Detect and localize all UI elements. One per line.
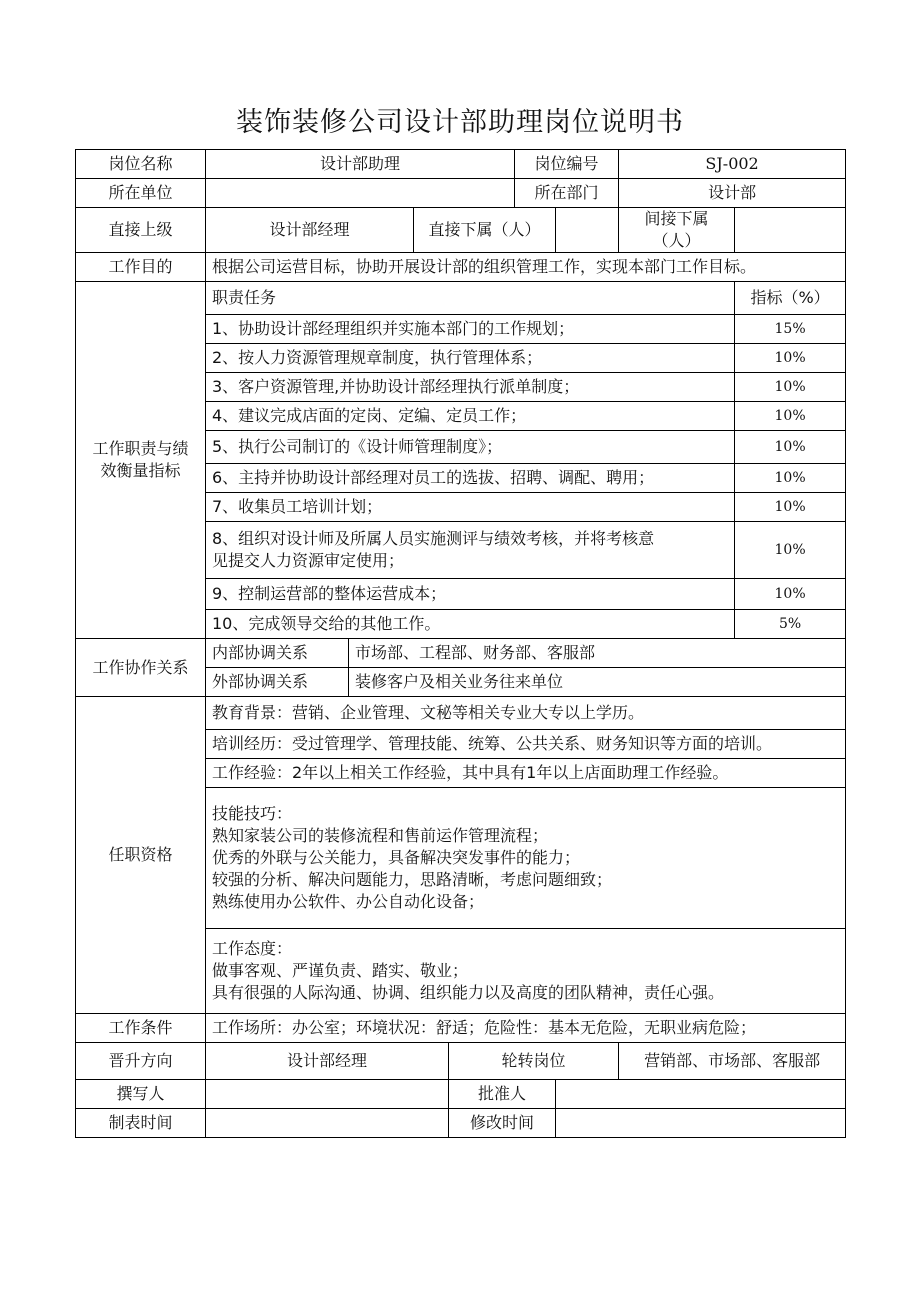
duty-task: 3、客户资源管理,并协助设计部经理执行派单制度； <box>206 373 735 402</box>
position-code-label: 岗位编号 <box>515 150 619 179</box>
duty-task: 10、完成领导交给的其他工作。 <box>206 610 735 639</box>
duty-task: 5、执行公司制订的《设计师管理制度》； <box>206 431 735 464</box>
approver-label: 批准人 <box>449 1080 556 1109</box>
purpose-text: 根据公司运营目标，协助开展设计部的组织管理工作，实现本部门工作目标。 <box>206 253 846 282</box>
indirect-sub-label: 间接下属（人） <box>619 208 735 253</box>
duty-task: 4、建议完成店面的定岗、定编、定员工作； <box>206 402 735 431</box>
duty-metric: 15% <box>735 315 846 344</box>
skill-item: 熟知家装公司的装修流程和售前运作管理流程； <box>212 826 549 845</box>
duties-label-line2: 效衡量指标 <box>100 461 181 480</box>
duty-header-metric: 指标（%） <box>735 282 846 315</box>
job-description-table <box>75 149 846 1138</box>
unit-label: 所在单位 <box>76 179 206 208</box>
made-time-value <box>206 1109 449 1138</box>
superior-value: 设计部经理 <box>206 208 414 253</box>
duty-metric: 10% <box>735 464 846 493</box>
approver-value <box>556 1080 846 1109</box>
unit-value <box>206 179 515 208</box>
duty-task-line2: 见提交人力资源审定使用； <box>212 551 405 570</box>
duty-task-line1: 8、组织对设计师及所属人员实施测评与绩效考核，并将考核意 <box>212 529 655 548</box>
purpose-label: 工作目的 <box>76 253 206 282</box>
rotation-value: 营销部、市场部、客服部 <box>619 1043 846 1080</box>
qualification-label: 任职资格 <box>76 697 206 1014</box>
conditions-text: 工作场所：办公室；环境状况：舒适；危险性：基本无危险，无职业病危险； <box>206 1014 846 1043</box>
row-education <box>76 697 846 730</box>
superior-label: 直接上级 <box>76 208 206 253</box>
duty-metric: 10% <box>735 373 846 402</box>
skills-block <box>206 788 846 929</box>
cooperation-label: 工作协作关系 <box>76 639 206 697</box>
row-unit <box>76 179 846 208</box>
duty-metric: 10% <box>735 579 846 610</box>
direct-sub-value <box>556 208 619 253</box>
writer-label: 撰写人 <box>76 1080 206 1109</box>
internal-value: 市场部、工程部、财务部、客服部 <box>349 639 846 668</box>
skill-item: 熟练使用办公软件、办公自动化设备； <box>212 892 485 911</box>
attitude-item: 做事客观、严谨负责、踏实、敬业； <box>212 961 469 980</box>
row-times <box>76 1109 846 1138</box>
duty-task: 2、按人力资源管理规章制度，执行管理体系； <box>206 344 735 373</box>
row-writer <box>76 1080 846 1109</box>
duties-label <box>76 282 206 639</box>
row-career <box>76 1043 846 1080</box>
skill-item: 优秀的外联与公关能力，具备解决突发事件的能力； <box>212 848 581 867</box>
internal-label: 内部协调关系 <box>206 639 349 668</box>
duty-metric: 10% <box>735 344 846 373</box>
attitude-title: 工作态度： <box>212 939 293 958</box>
training-text: 培训经历：受过管理学、管理技能、统筹、公共关系、财务知识等方面的培训。 <box>206 730 846 759</box>
dept-value: 设计部 <box>619 179 846 208</box>
position-name-label: 岗位名称 <box>76 150 206 179</box>
position-name-value: 设计部助理 <box>206 150 515 179</box>
attitude-block <box>206 929 846 1014</box>
promotion-label: 晋升方向 <box>76 1043 206 1080</box>
row-conditions <box>76 1014 846 1043</box>
duty-metric: 5% <box>735 610 846 639</box>
duty-metric: 10% <box>735 402 846 431</box>
row-reporting <box>76 208 846 253</box>
duty-task: 6、主持并协助设计部经理对员工的选拔、招聘、调配、聘用； <box>206 464 735 493</box>
conditions-label: 工作条件 <box>76 1014 206 1043</box>
attitude-item: 具有很强的人际沟通、协调、组织能力以及高度的团队精神，责任心强。 <box>212 983 725 1002</box>
row-purpose <box>76 253 846 282</box>
skill-item: 较强的分析、解决问题能力，思路清晰，考虑问题细致； <box>212 870 613 889</box>
row-internal <box>76 639 846 668</box>
promotion-value: 设计部经理 <box>206 1043 449 1080</box>
experience-text: 工作经验：2年以上相关工作经验，其中具有1年以上店面助理工作经验。 <box>206 759 846 788</box>
rotation-label: 轮转岗位 <box>449 1043 619 1080</box>
made-time-label: 制表时间 <box>76 1109 206 1138</box>
row-duty-header <box>76 282 846 315</box>
duty-metric: 10% <box>735 493 846 522</box>
modified-time-value <box>556 1109 846 1138</box>
duty-header-task: 职责任务 <box>206 282 735 315</box>
writer-value <box>206 1080 449 1109</box>
modified-time-label: 修改时间 <box>449 1109 556 1138</box>
indirect-sub-value <box>735 208 846 253</box>
position-code-value: SJ-002 <box>619 150 846 179</box>
duty-task <box>206 522 735 579</box>
duty-metric: 10% <box>735 431 846 464</box>
duties-label-line1: 工作职责与绩 <box>92 439 189 458</box>
duty-metric: 10% <box>735 522 846 579</box>
education-text: 教育背景：营销、企业管理、文秘等相关专业大专以上学历。 <box>206 697 846 730</box>
row-position <box>76 150 846 179</box>
dept-label: 所在部门 <box>515 179 619 208</box>
skills-title: 技能技巧： <box>212 804 293 823</box>
duty-task: 9、控制运营部的整体运营成本； <box>206 579 735 610</box>
duty-task: 7、收集员工培训计划； <box>206 493 735 522</box>
page-title: 装饰装修公司设计部助理岗位说明书 <box>236 107 684 138</box>
external-label: 外部协调关系 <box>206 668 349 697</box>
direct-sub-label: 直接下属（人） <box>414 208 556 253</box>
external-value: 装修客户及相关业务往来单位 <box>349 668 846 697</box>
duty-task: 1、协助设计部经理组织并实施本部门的工作规划； <box>206 315 735 344</box>
